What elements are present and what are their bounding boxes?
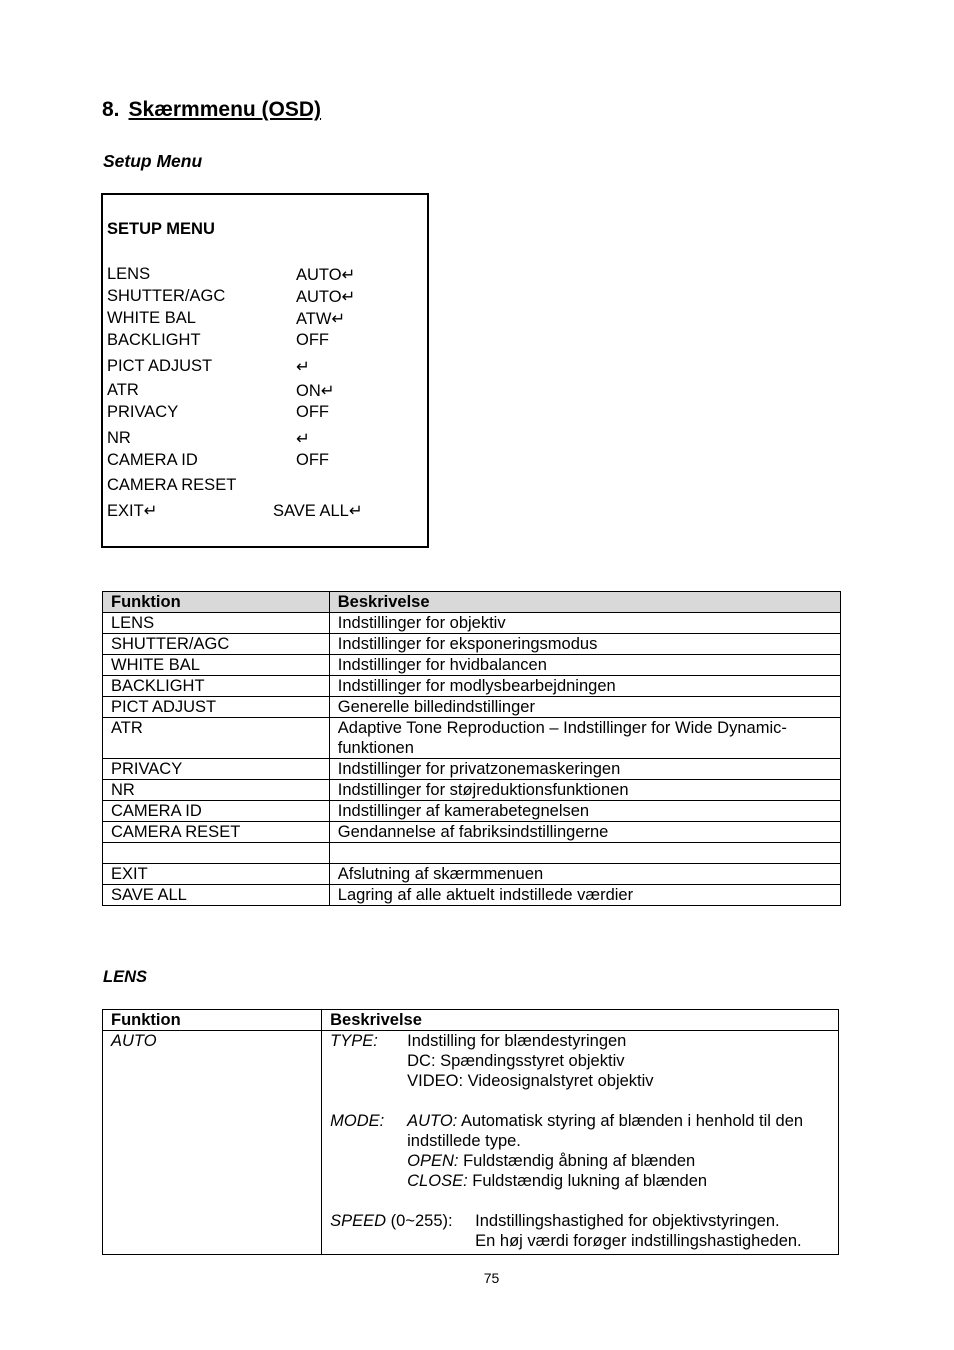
osd-row-value: ↵ bbox=[296, 358, 310, 376]
mode-auto-text: Automatisk styring af blænden i henhold til den indstillede type. bbox=[407, 1112, 804, 1150]
mode-close-key: CLOSE: bbox=[407, 1172, 468, 1190]
osd-row-value: AUTO↵ bbox=[296, 266, 356, 284]
osd-row-label: BACKLIGHT bbox=[107, 331, 201, 349]
osd-row-label: NR bbox=[107, 429, 131, 447]
table-header-cell: Funktion bbox=[103, 1010, 322, 1031]
type-block bbox=[330, 1031, 830, 1091]
table-cell: NR bbox=[103, 780, 330, 801]
mode-auto bbox=[407, 1111, 807, 1151]
lens-subheading: LENS bbox=[103, 968, 148, 986]
speed-range: (0~255): bbox=[390, 1212, 453, 1230]
table-cell: SHUTTER/AGC bbox=[103, 634, 330, 655]
osd-row-value: ↵ bbox=[296, 430, 310, 448]
speed-line: En høj værdi forøger indstillingshastigheden. bbox=[475, 1232, 802, 1250]
osd-row-label: PRIVACY bbox=[107, 403, 179, 421]
page-heading bbox=[102, 98, 321, 122]
table-row-empty bbox=[103, 843, 841, 864]
osd-save-all-label: SAVE ALL↵ bbox=[273, 502, 363, 520]
speed-block bbox=[330, 1211, 830, 1251]
table-cell: Gendannelse af fabriksindstillingerne bbox=[329, 822, 840, 843]
mode-open bbox=[407, 1151, 807, 1171]
mode-key: MODE: bbox=[330, 1112, 385, 1130]
table-row bbox=[103, 801, 841, 822]
mode-auto-key: AUTO: bbox=[407, 1112, 458, 1130]
table-row bbox=[103, 759, 841, 780]
table-cell bbox=[103, 843, 330, 864]
table-cell: Indstillinger for privatzonemaskeringen bbox=[329, 759, 840, 780]
table-row bbox=[103, 1031, 839, 1255]
table-row bbox=[103, 780, 841, 801]
table-header-cell: Funktion bbox=[103, 592, 330, 613]
osd-setup-menu-box bbox=[101, 193, 429, 548]
table-row bbox=[103, 655, 841, 676]
osd-row-label: SHUTTER/AGC bbox=[107, 287, 226, 305]
table-cell: PICT ADJUST bbox=[103, 697, 330, 718]
osd-row-label: CAMERA ID bbox=[107, 451, 198, 469]
table-row bbox=[103, 613, 841, 634]
mode-close-text: Fuldstændig lukning af blænden bbox=[472, 1172, 708, 1190]
osd-row-value: OFF bbox=[296, 403, 329, 421]
table-row bbox=[103, 634, 841, 655]
speed-line: Indstillingshastighed for objektivstyringen. bbox=[475, 1212, 780, 1230]
osd-row-value: OFF bbox=[296, 451, 329, 469]
heading-number: 8. bbox=[102, 98, 120, 121]
table-row bbox=[103, 697, 841, 718]
table-cell: Lagring af alle aktuelt indstillede værdier bbox=[329, 885, 840, 906]
table-row bbox=[103, 885, 841, 906]
osd-row-label: ATR bbox=[107, 381, 139, 399]
osd-row-label: WHITE BAL bbox=[107, 309, 196, 327]
speed-key: SPEED bbox=[330, 1212, 387, 1230]
osd-title: SETUP MENU bbox=[107, 220, 215, 238]
table-cell: Indstillinger for hvidbalancen bbox=[329, 655, 840, 676]
table-cell: Indstillinger for støjreduktionsfunktionen bbox=[329, 780, 840, 801]
table-cell: Afslutning af skærmmenuen bbox=[329, 864, 840, 885]
table-cell: Indstillinger for eksponeringsmodus bbox=[329, 634, 840, 655]
function-table bbox=[102, 591, 841, 906]
table-cell: Indstillinger for modlysbearbejdningen bbox=[329, 676, 840, 697]
table-cell: CAMERA ID bbox=[103, 801, 330, 822]
table-cell: WHITE BAL bbox=[103, 655, 330, 676]
table-cell: EXIT bbox=[103, 864, 330, 885]
osd-row-value: ATW↵ bbox=[296, 310, 346, 328]
osd-row-label: LENS bbox=[107, 265, 151, 283]
type-line: VIDEO: Videosignalstyret objektiv bbox=[407, 1072, 654, 1090]
table-row bbox=[103, 822, 841, 843]
lens-function-cell: AUTO bbox=[103, 1031, 322, 1255]
mode-close bbox=[407, 1171, 807, 1191]
mode-block bbox=[330, 1111, 830, 1191]
table-cell: ATR bbox=[103, 718, 330, 759]
page-number: 75 bbox=[483, 1270, 500, 1286]
osd-row-value: ON↵ bbox=[296, 382, 335, 400]
type-key: TYPE: bbox=[330, 1032, 378, 1050]
table-cell: Generelle billedindstillinger bbox=[329, 697, 840, 718]
osd-row-value: OFF bbox=[296, 331, 329, 349]
table-cell: LENS bbox=[103, 613, 330, 634]
table-cell: BACKLIGHT bbox=[103, 676, 330, 697]
heading-title: Skærmmenu (OSD) bbox=[128, 98, 322, 121]
table-row bbox=[103, 864, 841, 885]
setup-menu-subheading: Setup Menu bbox=[103, 151, 203, 171]
type-line: Indstilling for blændestyringen bbox=[407, 1032, 627, 1050]
osd-exit-label: EXIT↵ bbox=[107, 502, 158, 520]
table-cell bbox=[329, 843, 840, 864]
table-header-cell: Beskrivelse bbox=[329, 592, 840, 613]
osd-row-label: CAMERA RESET bbox=[107, 476, 237, 494]
table-row bbox=[103, 676, 841, 697]
table-cell: PRIVACY bbox=[103, 759, 330, 780]
lens-description-cell bbox=[322, 1031, 839, 1255]
mode-open-key: OPEN: bbox=[407, 1152, 459, 1170]
table-row bbox=[103, 718, 841, 759]
table-cell: Indstillinger for objektiv bbox=[329, 613, 840, 634]
lens-table bbox=[102, 1009, 839, 1255]
table-cell: SAVE ALL bbox=[103, 885, 330, 906]
table-header-row bbox=[103, 1010, 839, 1031]
table-header-cell: Beskrivelse bbox=[322, 1010, 839, 1031]
table-cell: CAMERA RESET bbox=[103, 822, 330, 843]
table-cell: Adaptive Tone Reproduction – Indstillinger for Wide Dynamic-funktionen bbox=[329, 718, 840, 759]
table-cell: Indstillinger af kamerabetegnelsen bbox=[329, 801, 840, 822]
osd-row-value: AUTO↵ bbox=[296, 288, 356, 306]
table-header-row bbox=[103, 592, 841, 613]
mode-open-text: Fuldstændig åbning af blænden bbox=[463, 1152, 696, 1170]
type-line: DC: Spændingsstyret objektiv bbox=[407, 1052, 625, 1070]
osd-row-label: PICT ADJUST bbox=[107, 357, 213, 375]
